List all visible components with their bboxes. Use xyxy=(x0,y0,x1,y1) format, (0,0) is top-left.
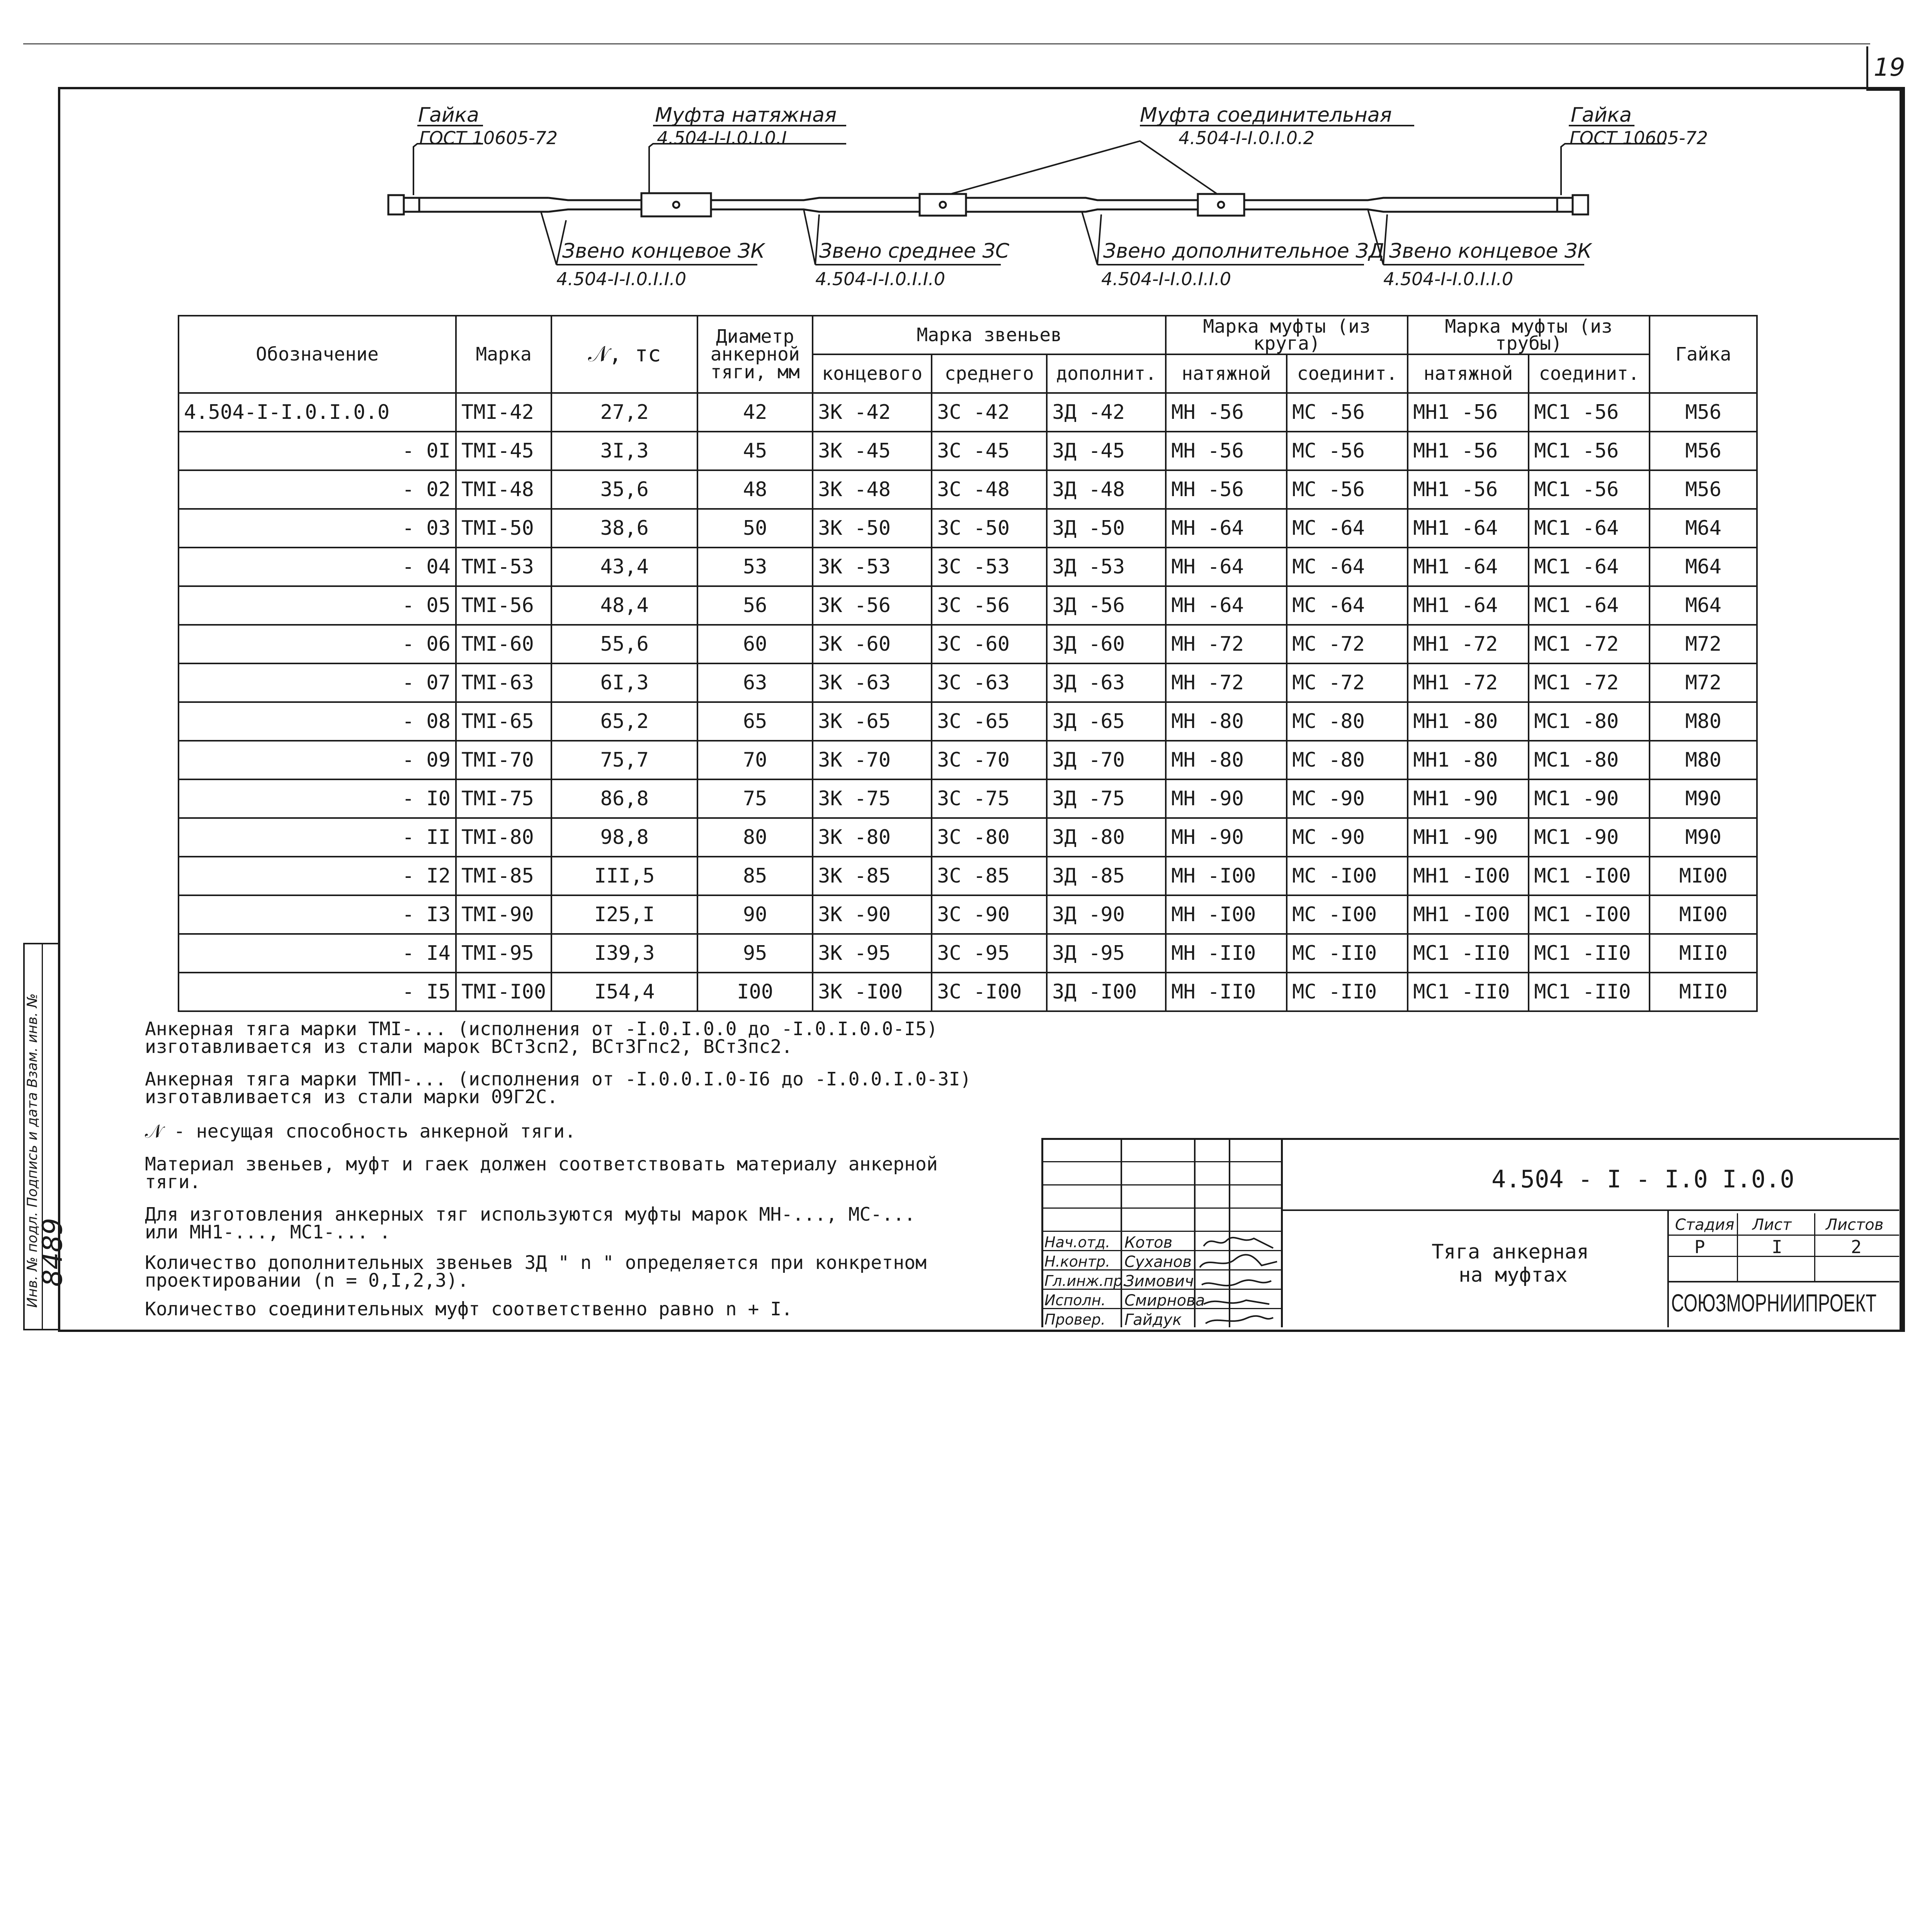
cell-link-extra: ЗД -85 xyxy=(1047,857,1166,895)
nut-left-label: Гайка xyxy=(418,104,479,127)
cell-link-end: ЗК -50 xyxy=(813,509,932,548)
header-round-connecting: соединит. xyxy=(1287,354,1408,393)
sheet-value: I xyxy=(1772,1236,1782,1257)
sheet-label: Лист xyxy=(1752,1216,1792,1234)
role-title: Н.контр. xyxy=(1044,1253,1111,1270)
cell-round-connecting: МС -I00 xyxy=(1287,857,1408,895)
role-title: Гл.инж.пр. xyxy=(1044,1272,1128,1289)
cell-round-connecting: МС -II0 xyxy=(1287,934,1408,973)
cell-round-tension: МН -56 xyxy=(1166,470,1287,509)
cell-capacity: I39,3 xyxy=(551,934,697,973)
role-person-name: Зимович xyxy=(1124,1272,1194,1290)
cell-link-extra: ЗД -65 xyxy=(1047,702,1166,741)
cell-round-tension: МН -II0 xyxy=(1166,934,1287,973)
cell-mark: TMI-70 xyxy=(456,741,551,779)
cell-link-end: ЗК -80 xyxy=(813,818,932,857)
header-designation: Обозначение xyxy=(179,316,456,393)
spec-table-body xyxy=(179,393,1757,1011)
cell-pipe-tension: МН1 -I00 xyxy=(1408,895,1529,934)
cell-designation: - I2 xyxy=(179,857,456,895)
cell-diameter: 70 xyxy=(697,741,813,779)
cell-pipe-tension: МН1 -72 xyxy=(1408,625,1529,663)
table-row xyxy=(179,625,1757,663)
cell-round-connecting: МС -56 xyxy=(1287,470,1408,509)
cell-round-tension: МН -90 xyxy=(1166,818,1287,857)
table-row xyxy=(179,895,1757,934)
header-pipe-tension: натяжной xyxy=(1408,354,1529,393)
cell-link-extra: ЗД -90 xyxy=(1047,895,1166,934)
cell-designation: - 02 xyxy=(179,470,456,509)
left-nut-shape xyxy=(388,195,404,214)
end-link-right-label: Звено концевое ЗК xyxy=(1389,240,1592,263)
cell-round-tension: МН -72 xyxy=(1166,663,1287,702)
header-capacity: 𝒩, тс xyxy=(551,316,697,393)
end-link-left-label: Звено концевое ЗК xyxy=(562,240,765,263)
cell-round-connecting: МС -72 xyxy=(1287,663,1408,702)
note-2a: Анкерная тяга марки ТМП-... (исполнения от -I.0.0.I.0-I6 до -I.0.0.I.0-3I) xyxy=(145,1068,971,1090)
cell-diameter: 50 xyxy=(697,509,813,548)
role-person-name: Котов xyxy=(1124,1234,1173,1252)
cell-nut: M80 xyxy=(1650,741,1757,779)
cell-link-extra: ЗД -42 xyxy=(1047,393,1166,432)
org-name: СОЮЗМОРНИИПРОЕКТ xyxy=(1671,1289,1877,1317)
cell-round-tension: МН -56 xyxy=(1166,432,1287,470)
cell-pipe-tension: МН1 -64 xyxy=(1408,548,1529,586)
role-person-name: Суханов xyxy=(1124,1253,1192,1271)
note-4b: тяги. xyxy=(145,1171,201,1193)
cell-designation: - 07 xyxy=(179,663,456,702)
cell-round-connecting: МС -64 xyxy=(1287,548,1408,586)
extra-link-code: 4.504-I-I.0.I.I.0 xyxy=(1101,269,1231,289)
table-row xyxy=(179,741,1757,779)
cell-link-extra: ЗД -53 xyxy=(1047,548,1166,586)
note-6b: проектировании (n = 0,I,2,3). xyxy=(145,1270,469,1291)
cell-pipe-connecting: МС1 -80 xyxy=(1529,741,1650,779)
sheet-number: 19 xyxy=(1874,53,1905,82)
cell-designation: - 03 xyxy=(179,509,456,548)
cell-designation: - I5 xyxy=(179,973,456,1011)
cell-pipe-connecting: МС1 -72 xyxy=(1529,663,1650,702)
cell-diameter: 75 xyxy=(697,779,813,818)
cell-mark: TMI-85 xyxy=(456,857,551,895)
cell-pipe-connecting: МС1 -II0 xyxy=(1529,934,1650,973)
cell-capacity: 43,4 xyxy=(551,548,697,586)
cell-link-mid: ЗС -70 xyxy=(932,741,1047,779)
signatures xyxy=(1196,1233,1281,1327)
cell-round-connecting: МС -80 xyxy=(1287,702,1408,741)
role-title: Исполн. xyxy=(1044,1292,1106,1309)
role-title: Провер. xyxy=(1044,1311,1105,1328)
cell-round-tension: МН -56 xyxy=(1166,393,1287,432)
cell-round-connecting: МС -80 xyxy=(1287,741,1408,779)
note-2b: изготавливается из стали марки 09Г2С. xyxy=(145,1086,558,1108)
cell-designation: - 0I xyxy=(179,432,456,470)
cell-pipe-tension: МН1 -90 xyxy=(1408,818,1529,857)
tension-coupling-code: 4.504-I-I.0.I.0.I xyxy=(657,128,787,148)
cell-capacity: I25,I xyxy=(551,895,697,934)
cell-mark: TMI-95 xyxy=(456,934,551,973)
cell-pipe-connecting: МС1 -72 xyxy=(1529,625,1650,663)
title-line-2: на муфтах xyxy=(1459,1264,1568,1287)
title-block xyxy=(1041,1138,1899,1327)
cell-nut: M72 xyxy=(1650,663,1757,702)
cell-capacity: 55,6 xyxy=(551,625,697,663)
cell-round-tension: МН -I00 xyxy=(1166,895,1287,934)
cell-pipe-connecting: МС1 -56 xyxy=(1529,393,1650,432)
cell-designation: - 06 xyxy=(179,625,456,663)
cell-designation: - I0 xyxy=(179,779,456,818)
cell-designation: - 04 xyxy=(179,548,456,586)
extra-link-label: Звено дополнительное ЗД xyxy=(1103,240,1384,263)
cell-nut: M64 xyxy=(1650,509,1757,548)
cell-designation: - I3 xyxy=(179,895,456,934)
cell-diameter: 85 xyxy=(697,857,813,895)
cell-nut: M90 xyxy=(1650,779,1757,818)
cell-link-mid: ЗС -50 xyxy=(932,509,1047,548)
cell-pipe-tension: МН1 -90 xyxy=(1408,779,1529,818)
cell-link-end: ЗК -70 xyxy=(813,741,932,779)
cell-pipe-tension: МН1 -56 xyxy=(1408,393,1529,432)
table-row xyxy=(179,663,1757,702)
cell-mark: TMI-45 xyxy=(456,432,551,470)
table-row xyxy=(179,779,1757,818)
cell-diameter: 63 xyxy=(697,663,813,702)
cell-link-mid: ЗС -63 xyxy=(932,663,1047,702)
cell-designation: - 08 xyxy=(179,702,456,741)
cell-diameter: 80 xyxy=(697,818,813,857)
cell-link-mid: ЗС -48 xyxy=(932,470,1047,509)
cell-round-tension: МН -64 xyxy=(1166,586,1287,625)
end-link-right-code: 4.504-I-I.0.I.I.0 xyxy=(1383,269,1514,289)
cell-round-connecting: МС -64 xyxy=(1287,586,1408,625)
cell-mark: TMI-75 xyxy=(456,779,551,818)
cell-link-end: ЗК -60 xyxy=(813,625,932,663)
cell-nut: M56 xyxy=(1650,470,1757,509)
cell-link-mid: ЗС -85 xyxy=(932,857,1047,895)
cell-round-tension: МН -80 xyxy=(1166,702,1287,741)
cell-link-mid: ЗС -42 xyxy=(932,393,1047,432)
cell-pipe-connecting: МС1 -90 xyxy=(1529,818,1650,857)
cell-diameter: 90 xyxy=(697,895,813,934)
cell-round-tension: МН -64 xyxy=(1166,509,1287,548)
cell-link-mid: ЗС -90 xyxy=(932,895,1047,934)
cell-diameter: 60 xyxy=(697,625,813,663)
cell-nut: MI00 xyxy=(1650,857,1757,895)
cell-link-mid: ЗС -I00 xyxy=(932,973,1047,1011)
cell-link-extra: ЗД -45 xyxy=(1047,432,1166,470)
cell-round-tension: МН -72 xyxy=(1166,625,1287,663)
header-round-tension: натяжной xyxy=(1166,354,1287,393)
connecting-coupling-1-shape xyxy=(920,194,966,216)
cell-mark: TMI-53 xyxy=(456,548,551,586)
note-5b: или МН1-..., МС1-... . xyxy=(145,1221,391,1243)
cell-pipe-connecting: МС1 -II0 xyxy=(1529,973,1650,1011)
cell-capacity: 75,7 xyxy=(551,741,697,779)
cell-capacity: 86,8 xyxy=(551,779,697,818)
cell-link-extra: ЗД -75 xyxy=(1047,779,1166,818)
cell-round-tension: МН -I00 xyxy=(1166,857,1287,895)
cell-link-extra: ЗД -48 xyxy=(1047,470,1166,509)
cell-pipe-connecting: МС1 -90 xyxy=(1529,779,1650,818)
table-row xyxy=(179,934,1757,973)
cell-nut: MII0 xyxy=(1650,934,1757,973)
cell-diameter: 53 xyxy=(697,548,813,586)
header-links-extra: дополнит. xyxy=(1047,354,1166,393)
cell-pipe-tension: МН1 -64 xyxy=(1408,586,1529,625)
cell-pipe-tension: МН1 -56 xyxy=(1408,432,1529,470)
cell-pipe-tension: МН1 -56 xyxy=(1408,470,1529,509)
cell-capacity: III,5 xyxy=(551,857,697,895)
cell-capacity: 27,2 xyxy=(551,393,697,432)
cell-link-end: ЗК -42 xyxy=(813,393,932,432)
cell-capacity: 6I,3 xyxy=(551,663,697,702)
cell-link-end: ЗК -90 xyxy=(813,895,932,934)
cell-mark: TMI-60 xyxy=(456,625,551,663)
side-inventory-number: 8489 xyxy=(37,1218,68,1287)
cell-round-tension: МН -64 xyxy=(1166,548,1287,586)
header-mark: Марка xyxy=(456,316,551,393)
header-links-end: концевого xyxy=(813,354,932,393)
table-row xyxy=(179,470,1757,509)
cell-mark: TMI-80 xyxy=(456,818,551,857)
table-row xyxy=(179,548,1757,586)
cell-link-mid: ЗС -80 xyxy=(932,818,1047,857)
nut-right-code: ГОСТ 10605-72 xyxy=(1570,128,1708,148)
role-title: Нач.отд. xyxy=(1044,1234,1111,1251)
cell-mark: TMI-I00 xyxy=(456,973,551,1011)
cell-designation: 4.504-I-I.0.I.0.0 xyxy=(179,393,456,432)
cell-link-end: ЗК -65 xyxy=(813,702,932,741)
end-link-left-shape xyxy=(419,198,641,212)
cell-link-extra: ЗД -I00 xyxy=(1047,973,1166,1011)
cell-link-mid: ЗС -75 xyxy=(932,779,1047,818)
cell-nut: M90 xyxy=(1650,818,1757,857)
cell-pipe-connecting: МС1 -I00 xyxy=(1529,857,1650,895)
cell-round-connecting: МС -II0 xyxy=(1287,973,1408,1011)
sheets-label: Листов xyxy=(1826,1216,1884,1234)
cell-mark: TMI-48 xyxy=(456,470,551,509)
cell-pipe-tension: МС1 -II0 xyxy=(1408,973,1529,1011)
extra-link-shape xyxy=(966,198,1198,212)
cell-link-end: ЗК -63 xyxy=(813,663,932,702)
cell-diameter: 65 xyxy=(697,702,813,741)
tension-coupling-label: Муфта натяжная xyxy=(655,104,837,127)
cell-link-mid: ЗС -53 xyxy=(932,548,1047,586)
cell-mark: TMI-56 xyxy=(456,586,551,625)
cell-nut: MI00 xyxy=(1650,895,1757,934)
header-coupling-round: Марка муфты (из круга) xyxy=(1166,316,1408,354)
cell-capacity: 38,6 xyxy=(551,509,697,548)
cell-link-end: ЗК -85 xyxy=(813,857,932,895)
cell-pipe-connecting: МС1 -56 xyxy=(1529,470,1650,509)
sheets-value: 2 xyxy=(1851,1236,1862,1257)
cell-link-mid: ЗС -60 xyxy=(932,625,1047,663)
cell-pipe-connecting: МС1 -64 xyxy=(1529,586,1650,625)
tension-coupling-shape xyxy=(641,193,711,216)
middle-link-shape xyxy=(711,198,920,212)
table-row xyxy=(179,586,1757,625)
cell-link-extra: ЗД -95 xyxy=(1047,934,1166,973)
cell-mark: TMI-50 xyxy=(456,509,551,548)
middle-link-code: 4.504-I-I.0.I.I.0 xyxy=(815,269,946,289)
cell-diameter: I00 xyxy=(697,973,813,1011)
cell-capacity: 48,4 xyxy=(551,586,697,625)
table-row xyxy=(179,509,1757,548)
stage-value: Р xyxy=(1694,1236,1705,1257)
cell-link-extra: ЗД -56 xyxy=(1047,586,1166,625)
cell-link-extra: ЗД -63 xyxy=(1047,663,1166,702)
connecting-coupling-code: 4.504-I-I.0.I.0.2 xyxy=(1179,128,1315,148)
cell-link-end: ЗК -45 xyxy=(813,432,932,470)
cell-mark: TMI-90 xyxy=(456,895,551,934)
cell-pipe-connecting: МС1 -80 xyxy=(1529,702,1650,741)
cell-round-tension: МН -80 xyxy=(1166,741,1287,779)
cell-designation: - 09 xyxy=(179,741,456,779)
cell-round-connecting: МС -90 xyxy=(1287,818,1408,857)
cell-pipe-connecting: МС1 -I00 xyxy=(1529,895,1650,934)
cell-link-extra: ЗД -80 xyxy=(1047,818,1166,857)
header-links: Марка звеньев xyxy=(813,316,1166,354)
table-row xyxy=(179,857,1757,895)
connecting-coupling-label: Муфта соединительная xyxy=(1140,104,1392,127)
header-coupling-pipe: Марка муфты (из трубы) xyxy=(1408,316,1650,354)
note-3: 𝒩 - несущая способность анкерной тяги. xyxy=(145,1121,576,1142)
cell-nut: M64 xyxy=(1650,548,1757,586)
cell-round-connecting: МС -I00 xyxy=(1287,895,1408,934)
cell-pipe-tension: МН1 -80 xyxy=(1408,741,1529,779)
cell-capacity: I54,4 xyxy=(551,973,697,1011)
note-1b: изготавливается из стали марок ВСт3сп2, ВСт3Гпс2, ВСт3пс2. xyxy=(145,1036,793,1058)
cell-link-end: ЗК -75 xyxy=(813,779,932,818)
cell-designation: - II xyxy=(179,818,456,857)
cell-link-end: ЗК -95 xyxy=(813,934,932,973)
header-links-mid: среднего xyxy=(932,354,1047,393)
cell-nut: M72 xyxy=(1650,625,1757,663)
cell-pipe-connecting: МС1 -64 xyxy=(1529,548,1650,586)
cell-nut: M56 xyxy=(1650,432,1757,470)
end-link-left-code: 4.504-I-I.0.I.I.0 xyxy=(556,269,687,289)
table-row xyxy=(179,973,1757,1011)
cell-mark: TMI-63 xyxy=(456,663,551,702)
end-link-right-shape xyxy=(1244,198,1557,212)
cell-link-extra: ЗД -70 xyxy=(1047,741,1166,779)
side-stamp-text: Инв. № подл. Подпись и дата Взам. инв. № xyxy=(24,993,41,1308)
title-line-1: Тяга анкерная xyxy=(1432,1240,1589,1264)
cell-diameter: 45 xyxy=(697,432,813,470)
cell-designation: - 05 xyxy=(179,586,456,625)
cell-mark: TMI-65 xyxy=(456,702,551,741)
nut-left-code: ГОСТ 10605-72 xyxy=(419,128,558,148)
nut-right-label: Гайка xyxy=(1571,104,1632,127)
cell-capacity: 3I,3 xyxy=(551,432,697,470)
middle-link-label: Звено среднее ЗС xyxy=(819,240,1010,263)
cell-pipe-tension: МН1 -80 xyxy=(1408,702,1529,741)
cell-round-tension: МН -II0 xyxy=(1166,973,1287,1011)
cell-designation: - I4 xyxy=(179,934,456,973)
spec-table xyxy=(178,315,1758,1012)
header-nut: Гайка xyxy=(1650,316,1757,393)
cell-round-connecting: МС -56 xyxy=(1287,432,1408,470)
cell-pipe-connecting: МС1 -56 xyxy=(1529,432,1650,470)
cell-pipe-tension: МН1 -64 xyxy=(1408,509,1529,548)
cell-capacity: 65,2 xyxy=(551,702,697,741)
cell-link-mid: ЗС -45 xyxy=(932,432,1047,470)
cell-pipe-tension: МН1 -I00 xyxy=(1408,857,1529,895)
cell-round-connecting: МС -56 xyxy=(1287,393,1408,432)
cell-mark: TMI-42 xyxy=(456,393,551,432)
cell-capacity: 98,8 xyxy=(551,818,697,857)
role-person-name: Гайдук xyxy=(1124,1311,1182,1329)
table-row xyxy=(179,702,1757,741)
cell-link-mid: ЗС -95 xyxy=(932,934,1047,973)
cell-nut: M80 xyxy=(1650,702,1757,741)
cell-link-mid: ЗС -56 xyxy=(932,586,1047,625)
cell-round-connecting: МС -64 xyxy=(1287,509,1408,548)
cell-diameter: 48 xyxy=(697,470,813,509)
note-1a: Анкерная тяга марки TMI-... (исполнения от -I.0.I.0.0 до -I.0.I.0.0-I5) xyxy=(145,1018,938,1040)
table-row xyxy=(179,818,1757,857)
cell-link-end: ЗК -56 xyxy=(813,586,932,625)
right-nut-shape xyxy=(1573,195,1588,214)
cell-diameter: 56 xyxy=(697,586,813,625)
connecting-coupling-2-shape xyxy=(1198,194,1244,216)
cell-round-connecting: МС -90 xyxy=(1287,779,1408,818)
cell-capacity: 35,6 xyxy=(551,470,697,509)
cell-nut: M64 xyxy=(1650,586,1757,625)
cell-round-connecting: МС -72 xyxy=(1287,625,1408,663)
cell-diameter: 42 xyxy=(697,393,813,432)
header-diameter: Диаметр анкерной тяги, мм xyxy=(697,316,813,393)
cell-pipe-tension: МС1 -II0 xyxy=(1408,934,1529,973)
note-5a: Для изготовления анкерных тяг используются муфты марок МН-..., МС-... xyxy=(145,1204,915,1225)
cell-link-end: ЗК -48 xyxy=(813,470,932,509)
header-pipe-connecting: соединит. xyxy=(1529,354,1650,393)
cell-round-tension: МН -90 xyxy=(1166,779,1287,818)
cell-link-mid: ЗС -65 xyxy=(932,702,1047,741)
role-person-name: Смирнова xyxy=(1124,1292,1205,1310)
cell-nut: M56 xyxy=(1650,393,1757,432)
cell-pipe-tension: МН1 -72 xyxy=(1408,663,1529,702)
cell-link-extra: ЗД -60 xyxy=(1047,625,1166,663)
cell-link-end: ЗК -I00 xyxy=(813,973,932,1011)
cell-link-end: ЗК -53 xyxy=(813,548,932,586)
note-4a: Материал звеньев, муфт и гаек должен соответствовать материалу анкерной xyxy=(145,1153,938,1175)
cell-nut: MII0 xyxy=(1650,973,1757,1011)
note-6a: Количество дополнительных звеньев ЗД " n " определяется при конкретном xyxy=(145,1252,927,1274)
cell-diameter: 95 xyxy=(697,934,813,973)
rod-diagram xyxy=(0,0,1932,317)
table-row xyxy=(179,393,1757,432)
cell-pipe-connecting: МС1 -64 xyxy=(1529,509,1650,548)
cell-link-extra: ЗД -50 xyxy=(1047,509,1166,548)
table-header-row-1 xyxy=(179,316,1757,354)
table-row xyxy=(179,432,1757,470)
note-7: Количество соединительных муфт соответственно равно n + I. xyxy=(145,1298,793,1320)
stage-label: Стадия xyxy=(1675,1216,1735,1234)
doc-code: 4.504 - I - I.0 I.0.0 xyxy=(1492,1165,1794,1193)
